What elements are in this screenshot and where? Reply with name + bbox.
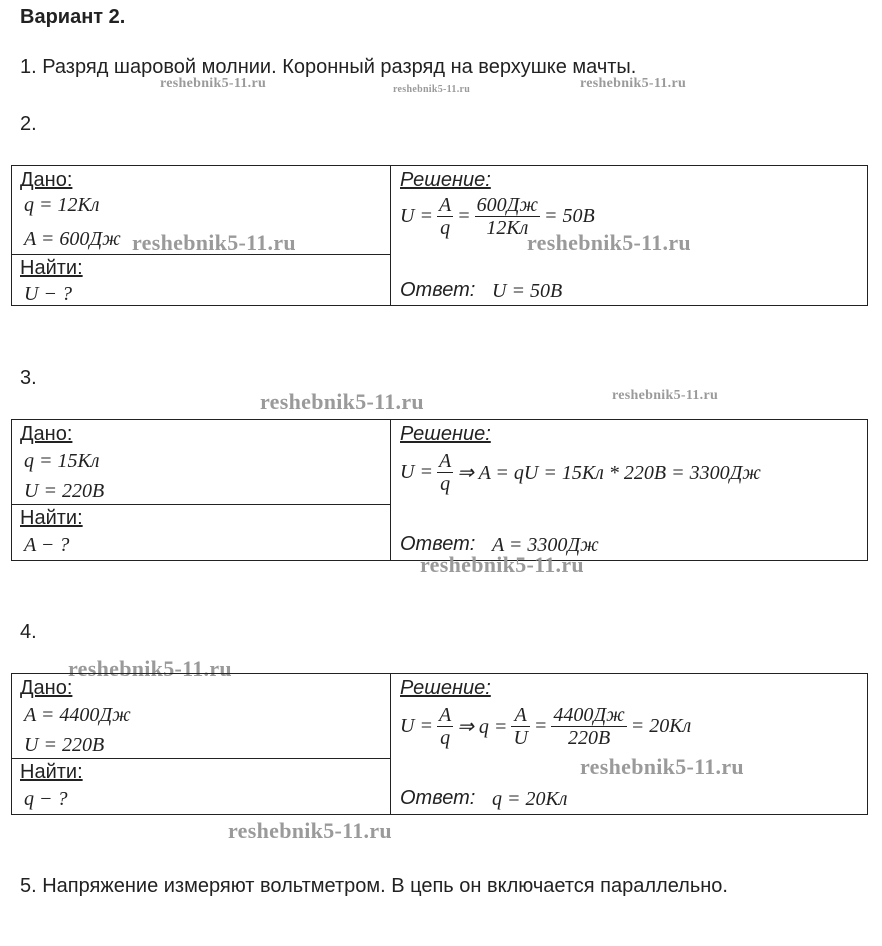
problem-3-number: 3.: [20, 367, 37, 389]
given-voltage: U = 220В: [24, 734, 105, 756]
watermark: reshebnik5-11.ru: [580, 754, 744, 779]
find-value: A − ?: [24, 534, 70, 556]
find-label: Найти:: [20, 257, 83, 279]
fraction: [551, 704, 626, 749]
given-work: A = 600Дж: [24, 228, 121, 250]
equals-sign: =: [457, 205, 471, 227]
solution-formula: [400, 704, 691, 749]
watermark: reshebnik5-11.ru: [393, 84, 471, 95]
equals-sign: =: [533, 715, 548, 737]
solution-formula: [400, 450, 761, 495]
find-label: Найти:: [20, 507, 83, 529]
fraction-numerator: A: [438, 704, 452, 726]
find-label: Найти:: [20, 761, 83, 783]
formula-result: = 50В: [544, 205, 595, 227]
watermark: reshebnik5-11.ru: [260, 389, 424, 414]
fraction-denominator: q: [440, 727, 451, 749]
answer-value: U = 50В: [492, 280, 563, 302]
formula-result: = 20Кл: [630, 715, 692, 737]
fraction-denominator: U: [513, 727, 528, 749]
answer-value: q = 20Кл: [492, 788, 568, 810]
given-work: A = 4400Дж: [24, 704, 131, 726]
problem-3-table: [11, 419, 868, 561]
divider: [390, 674, 391, 814]
problem-4-number: 4.: [20, 621, 37, 643]
divider: [390, 420, 391, 560]
formula-rest: ⇒ A = qU = 15Кл * 220В = 3300Дж: [457, 462, 761, 484]
fraction: [437, 450, 453, 495]
problem-4-table: [11, 673, 868, 815]
fraction-denominator: q: [440, 217, 451, 239]
solution-label: Решение:: [400, 169, 491, 191]
answer-item-5: 5. Напряжение измеряют вольтметром. В цепь он включается параллельно.: [20, 875, 728, 897]
fraction: [511, 704, 529, 749]
fraction-denominator: q: [440, 473, 451, 495]
formula-lhs: U =: [400, 715, 433, 737]
divider: [12, 504, 390, 505]
fraction: [437, 704, 453, 749]
watermark: reshebnik5-11.ru: [420, 552, 584, 577]
find-value: U − ?: [24, 283, 72, 305]
watermark: reshebnik5-11.ru: [68, 656, 232, 681]
formula-lhs: U =: [400, 461, 433, 483]
watermark: reshebnik5-11.ru: [160, 76, 267, 91]
find-value: q − ?: [24, 788, 68, 810]
page-title: Вариант 2.: [20, 6, 126, 28]
answer-label: Ответ:: [400, 279, 476, 301]
answer-item-1: 1. Разряд шаровой молнии. Коронный разряд на верхушке мачты.: [20, 56, 637, 78]
fraction: [437, 194, 453, 239]
fraction-numerator: A: [438, 194, 452, 216]
watermark: reshebnik5-11.ru: [612, 388, 719, 403]
divider: [12, 758, 390, 759]
given-charge: q = 15Кл: [24, 450, 100, 472]
divider: [390, 166, 391, 305]
problem-2-number: 2.: [20, 113, 37, 135]
given-label: Дано:: [20, 423, 73, 445]
answer-value: A = 3300Дж: [492, 534, 599, 556]
fraction-numerator: A: [438, 450, 452, 472]
given-label: Дано:: [20, 169, 73, 191]
watermark: reshebnik5-11.ru: [527, 230, 691, 255]
given-charge: q = 12Кл: [24, 194, 100, 216]
watermark: reshebnik5-11.ru: [580, 76, 687, 91]
given-label: Дано:: [20, 677, 73, 699]
watermark: reshebnik5-11.ru: [228, 818, 392, 843]
fraction-denominator: 12Кл: [486, 217, 529, 239]
answer-label: Ответ:: [400, 787, 476, 809]
fraction-numerator: 600Дж: [476, 194, 538, 216]
solution-label: Решение:: [400, 677, 491, 699]
fraction-denominator: 220В: [567, 727, 611, 749]
formula-lhs: U =: [400, 205, 433, 227]
formula-mid: ⇒ q =: [457, 716, 508, 738]
fraction-numerator: A: [511, 704, 529, 727]
watermark: reshebnik5-11.ru: [132, 230, 296, 255]
given-voltage: U = 220В: [24, 480, 105, 502]
solution-label: Решение:: [400, 423, 491, 445]
answer-label: Ответ:: [400, 533, 476, 555]
fraction-numerator: 4400Дж: [553, 704, 625, 726]
